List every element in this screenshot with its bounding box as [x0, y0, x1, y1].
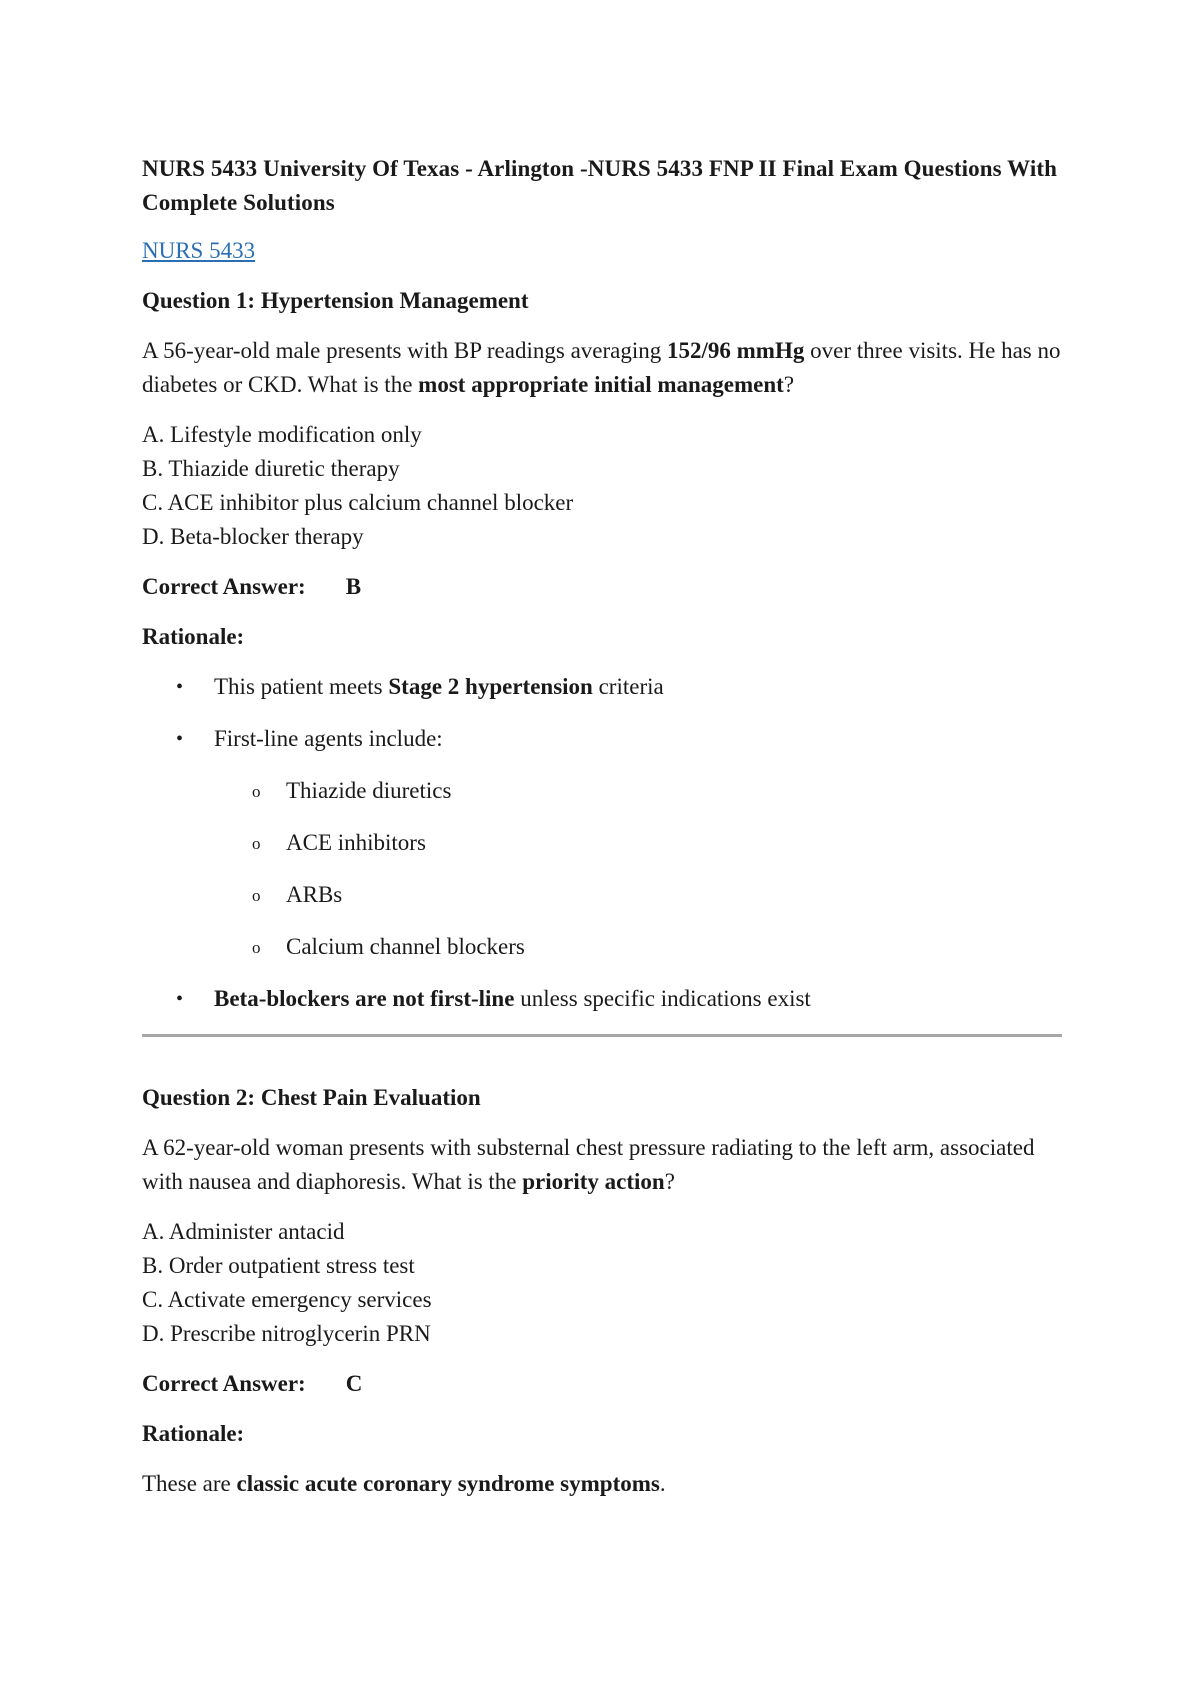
question-1-stem: [142, 334, 1072, 402]
stem-text: ?: [664, 1169, 675, 1194]
stem-text: ?: [783, 372, 795, 397]
stem-text: A 56-year-old male presents with BP readings averaging: [142, 338, 667, 363]
answer-letter: B: [345, 574, 362, 599]
question-2-rationale-text: [142, 1467, 1080, 1501]
stem-bold: most appropriate initial management: [418, 372, 784, 397]
bullet-text: First-line agents include:: [214, 726, 443, 751]
question-2-heading: Question 2: Chest Pain Evaluation: [142, 1085, 481, 1110]
bullet-text: criteria: [592, 674, 664, 699]
section-divider: [142, 1034, 1062, 1037]
rationale-text: .: [659, 1471, 666, 1496]
stem-text: over three visits. He has no diabetes or CKD. What is the: [142, 338, 1061, 397]
document-title: NURS 5433 University Of Texas - Arlington -NURS 5433 FNP II Final Exam Questions With Complete Solutions: [142, 156, 1057, 215]
question-2-rationale-label: Rationale:: [142, 1421, 245, 1446]
option-a: A. Lifestyle modification only: [142, 422, 422, 447]
answer-label: Correct Answer:: [142, 574, 306, 599]
question-2-answer: [142, 1367, 1080, 1401]
question-1-rationale-label: Rationale:: [142, 624, 245, 649]
question-2: [142, 1081, 1080, 1501]
sub-bullet-item: [244, 774, 1080, 808]
bullet-icon: •: [176, 728, 184, 750]
sub-bullet-item: [244, 930, 1080, 964]
rationale-bullet: [172, 982, 1080, 1016]
answer-letter: C: [345, 1371, 363, 1396]
sub-bullet-text: Calcium channel blockers: [286, 934, 525, 959]
rationale-bullet: [172, 722, 1080, 964]
bullet-icon: •: [176, 988, 184, 1010]
rationale-bold: classic acute coronary syndrome symptoms: [236, 1471, 660, 1496]
stem-bold: 152/96 mmHg: [667, 338, 805, 363]
question-1: [142, 284, 1080, 1016]
answer-label: Correct Answer:: [142, 1371, 306, 1396]
rationale-text: These are: [142, 1471, 237, 1496]
option-b: B. Thiazide diuretic therapy: [142, 456, 400, 481]
question-1-options: [142, 418, 1080, 554]
question-1-rationale-list: [142, 670, 1080, 1016]
option-d: D. Prescribe nitroglycerin PRN: [142, 1321, 431, 1346]
bullet-bold: Stage 2 hypertension: [388, 674, 593, 699]
sub-bullet-icon: o: [252, 886, 261, 905]
course-link[interactable]: NURS 5433: [142, 238, 256, 263]
rationale-bullet: [172, 670, 1080, 704]
option-b: B. Order outpatient stress test: [142, 1253, 415, 1278]
sub-bullet-item: [244, 826, 1080, 860]
sub-bullet-item: [244, 878, 1080, 912]
sub-bullet-text: ARBs: [286, 882, 343, 907]
bullet-bold: Beta-blockers are not first-line: [214, 986, 515, 1011]
option-c: C. Activate emergency services: [142, 1287, 432, 1312]
stem-text: A 62-year-old woman presents with substernal chest pressure radiating to the left arm, associated with nausea and diaphoresis. What is the: [142, 1135, 1035, 1194]
sub-bullet-icon: o: [252, 834, 261, 853]
question-1-answer: [142, 570, 1080, 604]
option-a: A. Administer antacid: [142, 1219, 345, 1244]
sub-bullet-icon: o: [252, 938, 261, 957]
first-line-agents-list: [214, 774, 1080, 964]
question-1-heading: Question 1: Hypertension Management: [142, 288, 529, 313]
bullet-text: This patient meets: [214, 674, 389, 699]
stem-bold: priority action: [522, 1169, 665, 1194]
bullet-text: unless specific indications exist: [514, 986, 811, 1011]
sub-bullet-text: ACE inhibitors: [286, 830, 426, 855]
sub-bullet-icon: o: [252, 782, 261, 801]
sub-bullet-text: Thiazide diuretics: [286, 778, 452, 803]
option-c: C. ACE inhibitor plus calcium channel blocker: [142, 490, 574, 515]
question-2-stem: [142, 1131, 1072, 1199]
question-2-options: [142, 1215, 1080, 1351]
bullet-icon: •: [176, 676, 184, 698]
option-d: D. Beta-blocker therapy: [142, 524, 364, 549]
